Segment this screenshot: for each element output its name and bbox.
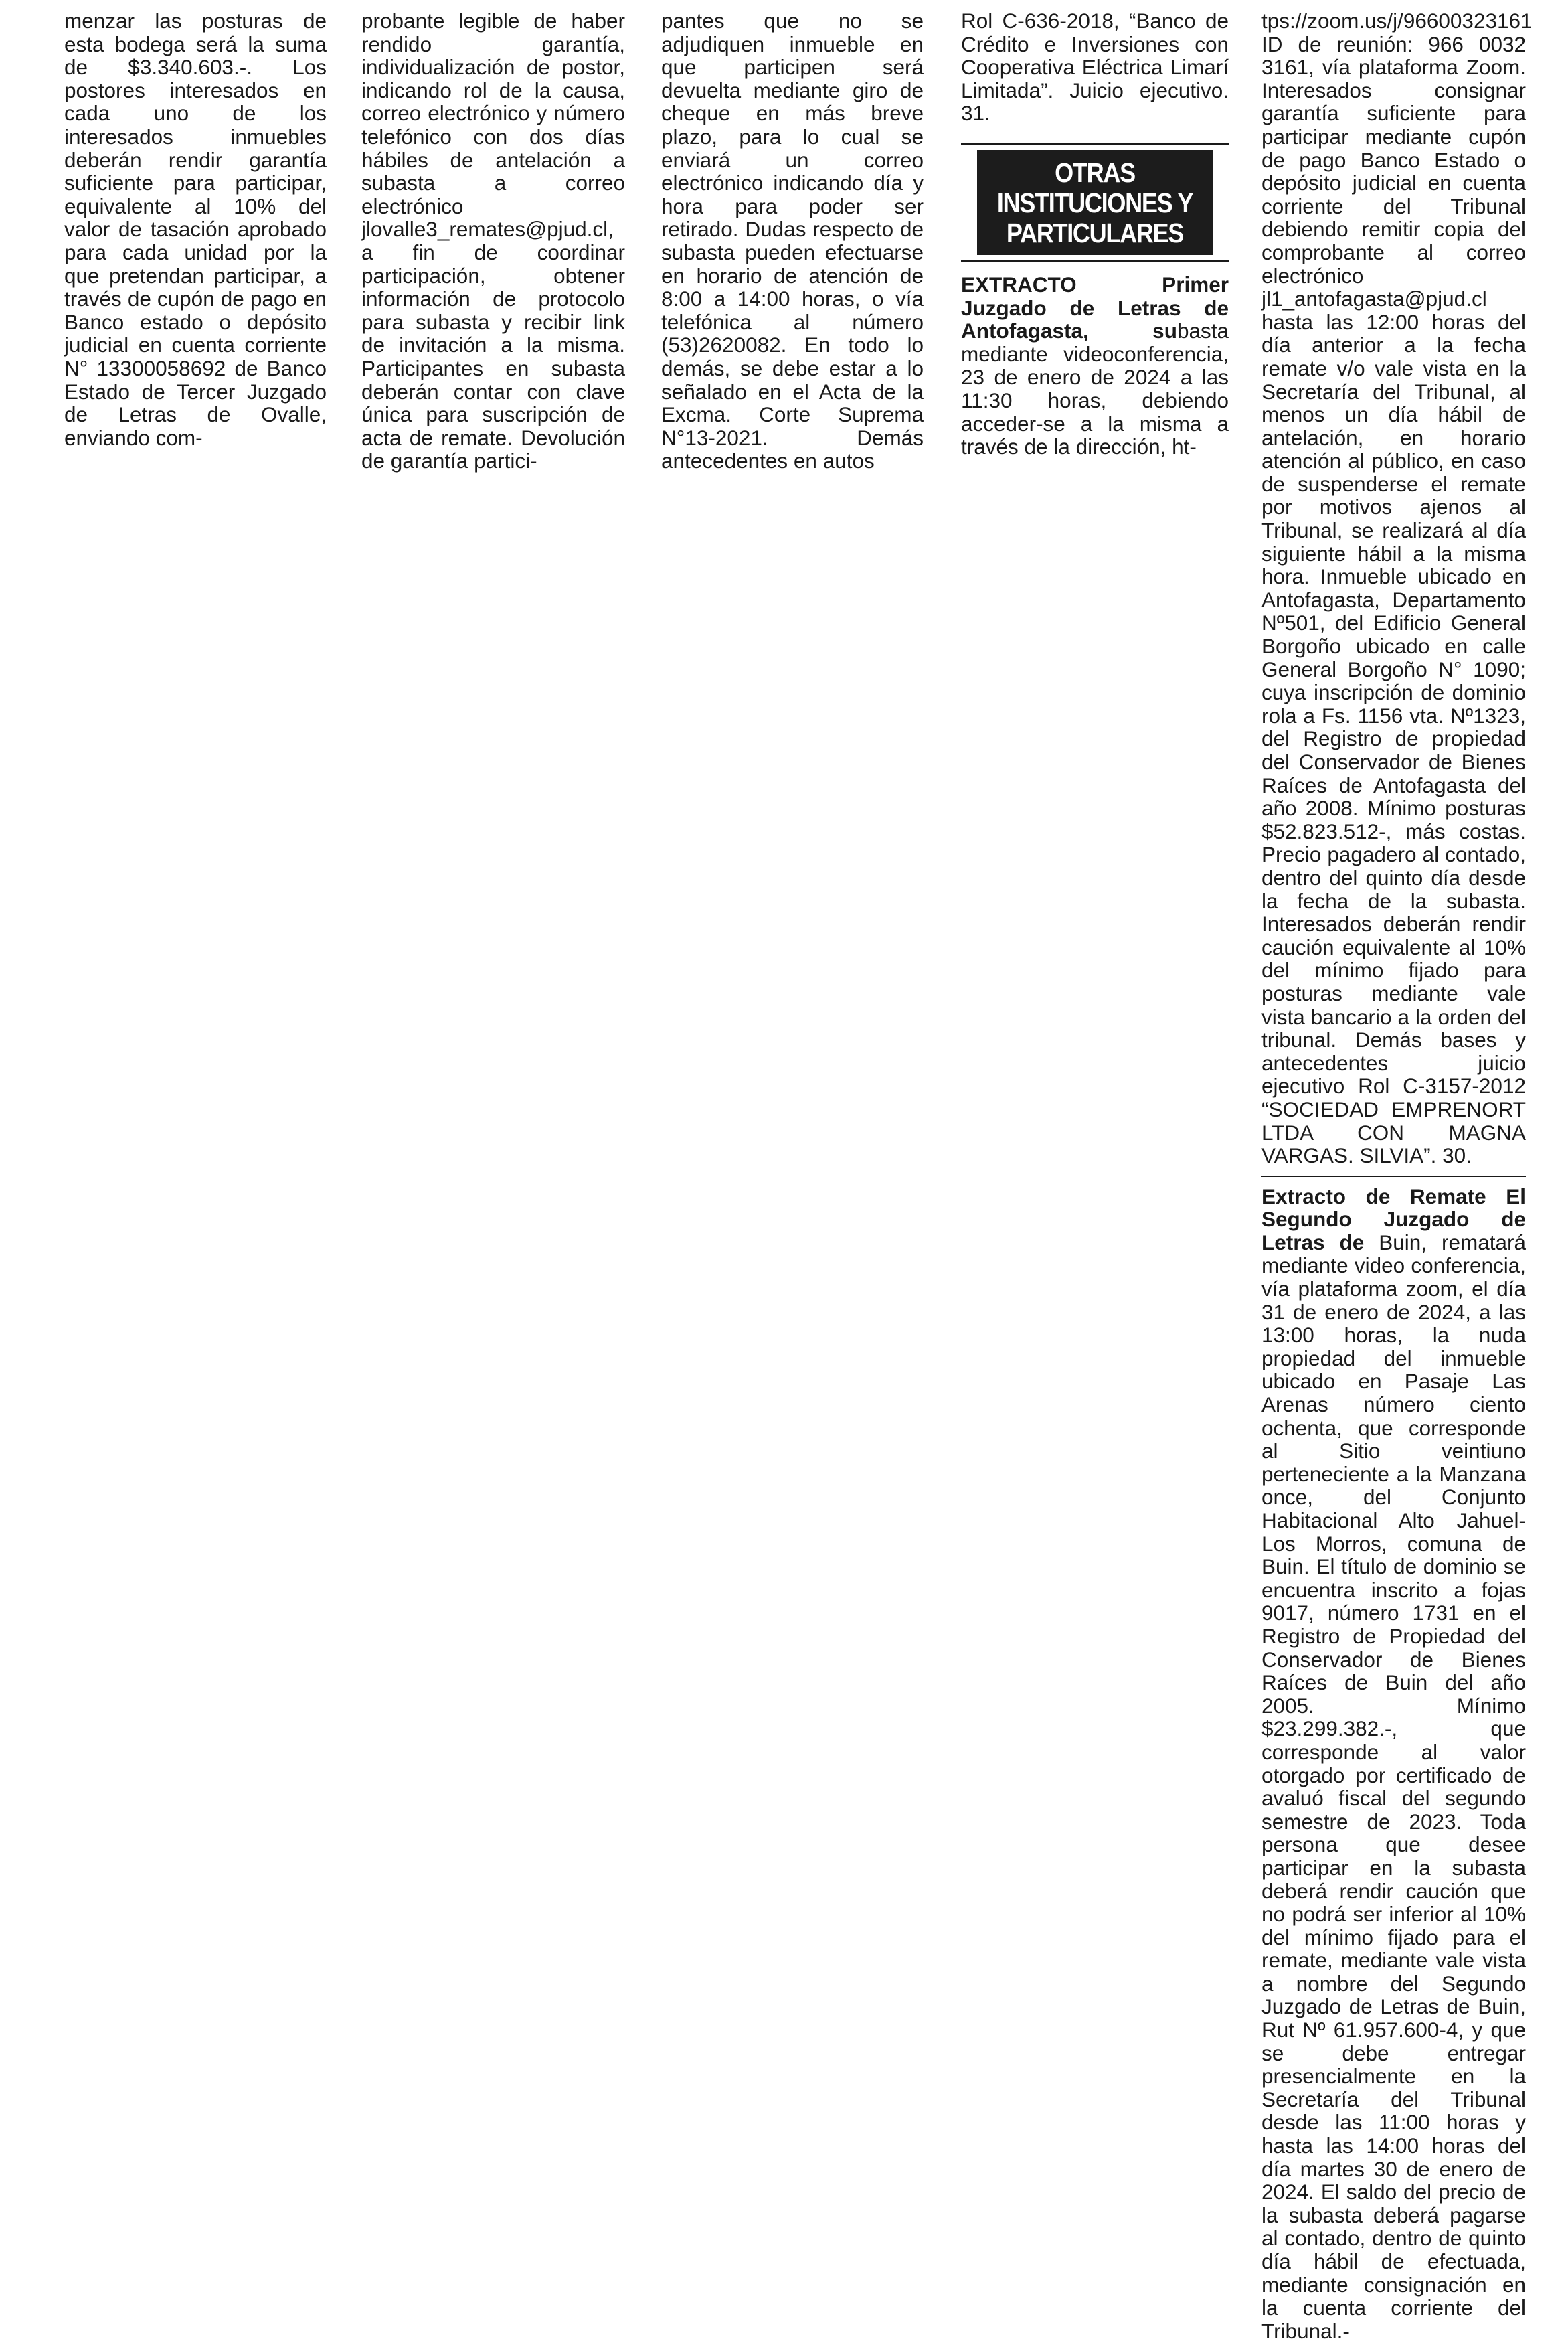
column-1 bbox=[64, 9, 327, 449]
section-header-title: OTRAS INSTITUCIONES Y PARTICULARES bbox=[977, 150, 1213, 255]
notice-ending-ovalle: Rol C-636-2018, “Banco de Crédito e Inversiones con Cooperativa Eléctrica Limarí Limitada”. Juicio ejecutivo. 31. bbox=[961, 9, 1229, 126]
notice-continuation-ovalle-2: probante legible de haber rendido garantía, individualización de postor, indicando rol de la causa, correo electrónico y número telefónico con dos días hábiles de antelación a subasta a correo electrónico jlovalle3_remates@pjud.cl, a fin de coordinar participación, obtener información de protocolo para subasta y recibir link de invitación a la misma. Participantes en subasta deberán contar con clave única para suscripción de acta de remate. Devolución de garantía partici- bbox=[361, 9, 625, 473]
notice-divider bbox=[1261, 1176, 1526, 1177]
notice-buin-body: Buin, rematará mediante video conferencia, vía plataforma zoom, el día 31 de enero de 2024, a las 13:00 horas, la nuda propiedad del inmueble ubicado en Pasaje Las Arenas número ciento ochenta, que corresponde al Sitio veintiuno perteneciente a la Manzana once, del Conjunto Habitacional Alto Jahuel-Los Morros, comuna de Buin. El título de dominio se encuentra inscrito a fojas 9017, número 1731 en el Registro de Propiedad del Conservador de Bienes Raíces de Buin del año 2005. Mínimo $23.299.382.-, que corresponde al valor otorgado por certificado de avaluó fiscal del segundo semestre de 2023. Toda persona que desee participar en la subasta deberá rendir caución que no podrá ser inferior al 10% del mínimo fijado para el remate, mediante vale vista a nombre del Segundo Juzgado de Letras de Buin, Rut Nº 61.957.600-4, y que se debe entregar presencialmente en la Secretaría del Tribunal desde las 11:00 horas y hasta las 14:00 horas del día martes 30 de enero de 2024. El saldo del precio de la subasta deberá pagarse al contado, dentro de quinto día hábil de efectuada, mediante consignación en la cuenta corriente del Tribunal.- bbox=[1261, 1230, 1526, 2343]
column-3 bbox=[661, 9, 924, 473]
notice-continuation-ovalle-3: pantes que no se adjudiquen inmueble en que participen será devuelta mediante giro de cheque en más breve plazo, para lo cual se enviará un correo electrónico indicando día y hora para poder ser retirado. Dudas respecto de subasta pueden efectuarse en horario de atención de 8:00 a 14:00 horas, o vía telefónica al número (53)2620082. En todo lo demás, se debe estar a lo señalado en el Acta de la Excma. Corte Suprema N°13-2021. Demás antecedentes en autos bbox=[661, 9, 924, 473]
section-header bbox=[961, 143, 1229, 262]
column-5 bbox=[1261, 9, 1533, 2343]
notice-antofagasta bbox=[961, 273, 1229, 459]
notice-antofagasta-continuation: tps://zoom.us/j/96600323161 ID de reunión: 966 0032 3161, vía plataforma Zoom. Interesados consignar garantía suficiente para participar mediante cupón de pago Banco Estado o depósito judicial en cuenta corriente del Tribunal debiendo remitir copia del comprobante al correo electrónico jl1_antofagasta@pjud.cl hasta las 12:00 horas del día anterior a la fecha remate v/o vale vista en la Secretaría del Tribunal, al menos un día hábil de antelación, en horario atención al público, en caso de suspenderse el remate por motivos ajenos al Tribunal, se realizará al día siguiente hábil a la misma hora. Inmueble ubicado en Antofagasta, Departamento Nº501, del Edificio General Borgoño ubicado en calle General Borgoño N° 1090; cuya inscripción de dominio rola a Fs. 1156 vta. Nº1323, del Registro de propiedad del Conservador de Bienes Raíces de Antofagasta del año 2008. Mínimo posturas $52.823.512-, más costas. Precio pagadero al contado, dentro del quinto día desde la fecha de la subasta. Interesados deberán rendir caución equivalente al 10% del mínimo fijado para posturas mediante vale vista bancario a la orden del tribunal. Demás bases y antecedentes juicio ejecutivo Rol C-3157-2012 “SOCIEDAD EMPRENORT LTDA CON MAGNA VARGAS. SILVIA”. 30. bbox=[1261, 9, 1533, 1168]
notice-antofagasta-lead: EXTRACTO Primer Juzgado de Letras de Antofagasta, su bbox=[961, 272, 1229, 343]
notice-continuation-ovalle: menzar las posturas de esta bodega será la suma de $3.340.603.-. Los postores interesados en cada uno de los interesados inmuebles deberán rendir garantía suficiente para participar, equivalente al 10% del valor de tasación aprobado para cada unidad por la que pretendan participar, a través de cupón de pago en Banco estado o depósito judicial en cuenta corriente N° 13300058692 de Banco Estado de Tercer Juzgado de Letras de Ovalle, enviando com- bbox=[64, 9, 327, 450]
notice-buin bbox=[1261, 1185, 1526, 2343]
notice-antofagasta-body: basta mediante videoconferencia, 23 de enero de 2024 a las 11:30 horas, debiendo acceder-se a la misma a través de la dirección, ht- bbox=[961, 319, 1229, 459]
column-2 bbox=[361, 9, 625, 473]
notice-buin-lead: Extracto de Remate El Segundo Juzgado de Letras de bbox=[1261, 1184, 1526, 1255]
column-4 bbox=[961, 9, 1229, 459]
